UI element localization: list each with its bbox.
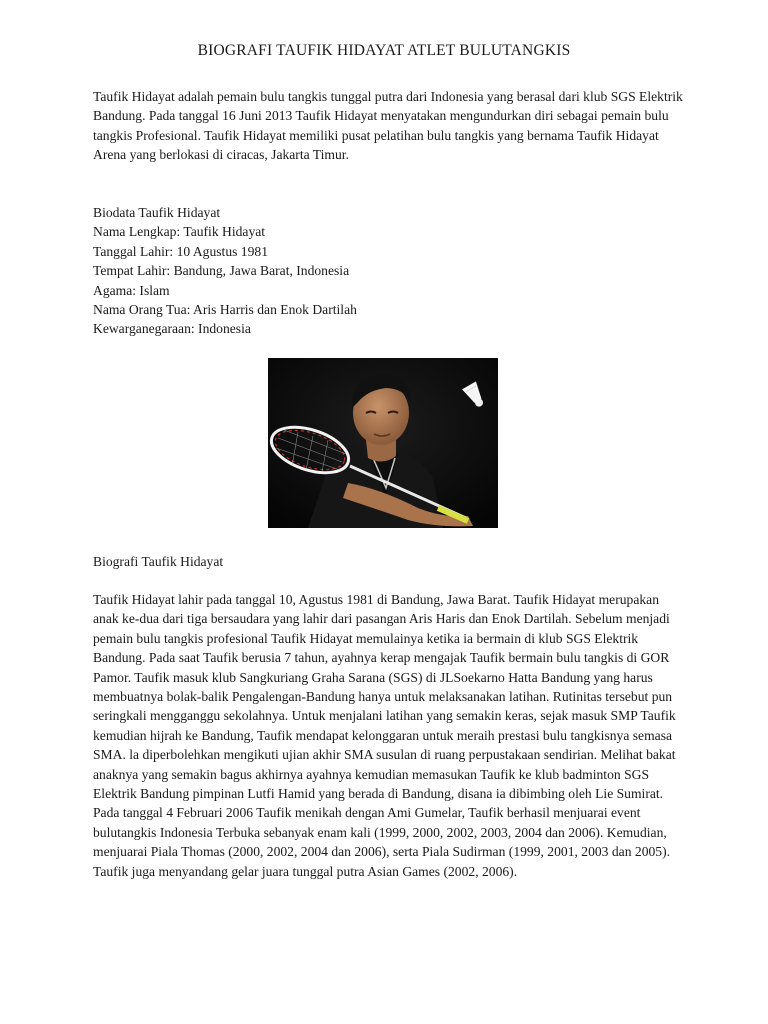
athlete-photo	[268, 358, 498, 528]
biodata-line: Tanggal Lahir: 10 Agustus 1981	[93, 243, 268, 259]
biografi-paragraph: Taufik Hidayat lahir pada tanggal 10, Agustus 1981 di Bandung, Jawa Barat. Taufik Hidayat merupakan anak ke-dua dari tiga bersaudara yang lahir dari pasangan Aris Haris dan Enok Dartilah. Sebelum menjadi pemain bulu tangkis profesional Taufik Hidayat memulainya ketika ia bermain di klub SGS Elektrik Bandung. Pada saat Taufik berusia 7 tahun, ayahnya kerap mengajak Taufik bermain bulu tangkis di GOR Pamor. Taufik masuk klub Sangkuriang Graha Sarana (SGS) di JLSoekarno Hatta Bandung yang harus membuatnya bolak-balik Pengalengan-Bandung hanya untuk melaksanakan latihan. Rutinitas tersebut pun seringkali mengganggu sekolahnya. Untuk menjalani latihan yang semakin keras, sejak masuk SMP Taufik kemudian hijrah ke Bandung, Taufik mendapat kelonggaran untuk meraih prestasi bulu tangkisnya semasa SMA. la diperbolehkan mengikuti ujian akhir SMA susulan di ruang perpustakaan sendirian. Melihat bakat anaknya yang semakin bagus akhirnya ayahnya kemudian memasukan Taufik ke klub badminton SGS Elektrik Bandung pimpinan Lutfi Hamid yang berada di Bandung, disana ia dibimbing oleh Lie Sumirat. Pada tanggal 4 Februari 2006 Taufik menikah dengan Ami Gumelar, Taufik berhasil menjuarai event bulutangkis Indonesia Terbuka sebanyak enam kali (1999, 2000, 2002, 2003, 2004 dan 2006). Kemudian, menjuarai Piala Thomas (2000, 2002, 2004 dan 2006), serta Piala Sudirman (1999, 2001, 2003 dan 2005). Taufik juga menyandang gelar juara tunggal putra Asian Games (2002, 2006).	[93, 592, 676, 879]
biodata-line: Tempat Lahir: Bandung, Jawa Barat, Indonesia	[93, 263, 350, 279]
intro-paragraph: Taufik Hidayat adalah pemain bulu tangkis tunggal putra dari Indonesia yang berasal dari klub SGS Elektrik Bandung. Pada tanggal 16 Juni 2013 Taufik Hidayat menyatakan mengundurkan diri sebagai pemain bulu tangkis Profesional. Taufik Hidayat memiliki pusat pelatihan bulu tangkis yang bernama Taufik Hidayat Arena yang berlokasi di ciracas, Jakarta Timur.	[93, 89, 683, 163]
biodata-section	[93, 203, 683, 339]
biodata-line: Kewarganegaraan: Indonesia	[93, 321, 251, 337]
biodata-heading: Biodata Taufik Hidayat	[93, 205, 221, 220]
badminton-player-illustration	[268, 358, 498, 528]
biodata-line: Nama Lengkap: Taufik Hidayat	[93, 224, 266, 240]
document-title: BIOGRAFI TAUFIK HIDAYAT ATLET BULUTANGKIS	[197, 42, 571, 59]
biodata-line: Nama Orang Tua: Aris Harris dan Enok Dartilah	[93, 302, 357, 318]
biografi-heading: Biografi Taufik Hidayat	[93, 554, 224, 569]
biodata-line: Agama: Islam	[93, 282, 170, 298]
